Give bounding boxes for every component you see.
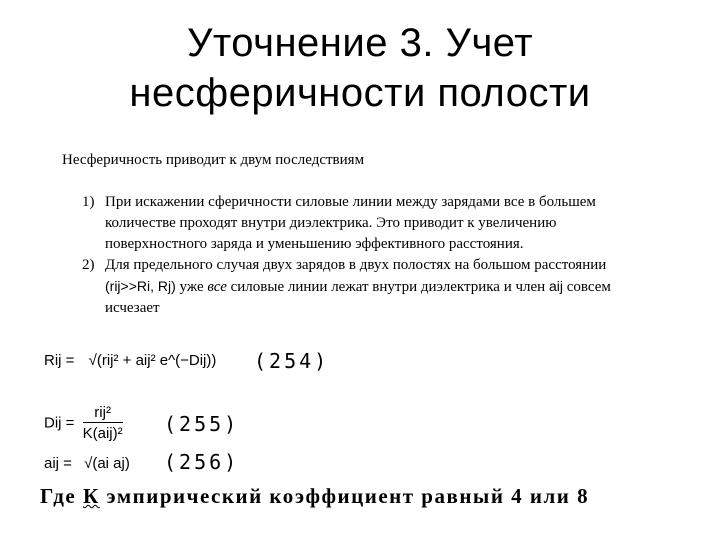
formula-255-denominator: K(aij)²	[82, 425, 123, 442]
formula-256-number: (256)	[164, 450, 240, 474]
formula-255-lhs: Dij =	[44, 414, 75, 432]
formula-255	[44, 404, 240, 442]
item-2-text-after: совсем исчезает	[105, 279, 611, 316]
list-item	[82, 192, 657, 255]
formula-256	[44, 450, 240, 474]
conclusion-symbol: К	[82, 484, 100, 508]
slide-title-line-1: Уточнение 3. Учет	[186, 21, 534, 65]
effects-list	[82, 192, 657, 319]
formula-255-numerator: rij²	[83, 404, 123, 423]
item-2-condition: (rij>>Ri, Rj)	[105, 278, 176, 294]
conclusion-prefix: Где	[40, 484, 77, 508]
list-item-text: При искажении сферичности силовые линии между зарядами все в большем количестве проходят внутри диэлектрика. Это приводит к увеличению поверхностного заряда и уменьшению эффективного расстояния.	[105, 194, 596, 252]
formula-254-number: (254)	[254, 349, 330, 373]
formula-254-lhs: Rij =	[44, 352, 75, 369]
intro-text: Несферичность приводит к двум последствиям	[62, 152, 365, 168]
slide-title	[0, 18, 720, 118]
formula-256-expression: √(ai aj)	[84, 455, 130, 472]
formula-255-fraction	[83, 404, 123, 442]
slide-title-line-2: несферичности полости	[129, 71, 591, 115]
conclusion-body: эмпирический коэффициент равный 4 или 8	[106, 484, 590, 508]
item-2-text-before: Для предельного случая двух зарядов в двух полостях на большом расстоянии	[105, 257, 607, 273]
conclusion-text	[40, 484, 700, 509]
list-item-number: 1)	[82, 194, 95, 210]
list-item-number: 2)	[82, 257, 95, 273]
list-item-text	[105, 255, 657, 319]
formula-255-number: (255)	[164, 412, 240, 436]
formula-254	[44, 349, 330, 373]
formula-254-expression: √(rij² + aij² e^(−Dij))	[88, 352, 217, 369]
item-2-text-mid-1: уже	[179, 279, 204, 295]
item-2-text-italic: все	[207, 279, 227, 295]
item-2-text-mid-2: силовые линии лежат внутри диэлектрика и член	[230, 279, 546, 295]
formula-256-lhs: aij =	[44, 455, 72, 472]
item-2-term: aij	[548, 278, 563, 294]
list-item	[82, 255, 657, 319]
